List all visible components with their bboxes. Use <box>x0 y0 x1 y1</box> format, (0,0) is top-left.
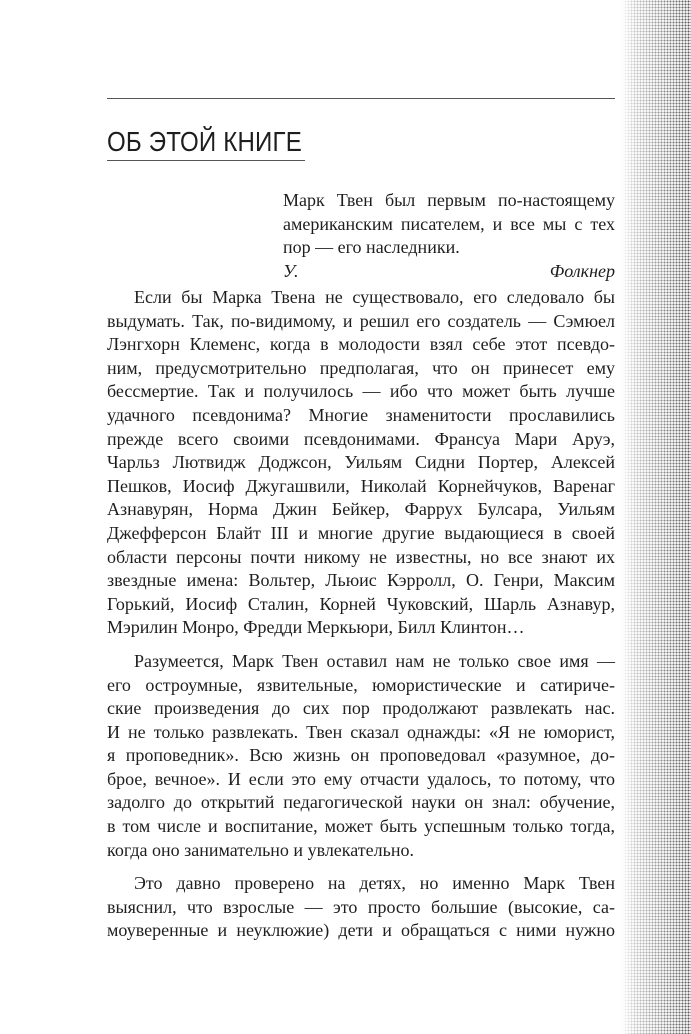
halftone-edge-pattern <box>621 0 691 1034</box>
epigraph <box>283 189 615 283</box>
text-line: ним, предусмотрительно предполагая, что он принесет ему <box>107 357 615 378</box>
text-line: звездные имена: Вольтер, Льюис Кэрролл, О. Генри, Максим <box>107 570 615 591</box>
text-line: Пешков, Иосиф Джугашвили, Николай Корнейчуков, Варенаг <box>107 475 615 496</box>
text-line: удачного псевдонима? Многие знаменитости прославились <box>107 404 615 425</box>
epigraph-line: американским писателем, и все мы с тех <box>283 213 615 234</box>
text-line: Лэнгхорн Клеменс, когда в молодости взял себе этот псевдо- <box>107 334 615 355</box>
chapter-heading: ОБ ЭТОЙ КНИГЕ <box>107 126 302 157</box>
epigraph-line: пор — его наследники. <box>283 237 460 258</box>
text-line: выдумать. Так, по-видимому, и решил его создатель — Сэмюел <box>107 310 615 331</box>
text-line: И не только развлекать. Твен сказал однажды: «Я не юморист, <box>107 721 615 742</box>
text-line: в том числе и воспитание, может быть успешным только тогда, <box>107 816 615 837</box>
top-divider <box>107 98 615 99</box>
body-text <box>107 286 615 953</box>
text-line: ские произведения до сих пор продолжают развлекать нас. <box>107 698 615 719</box>
text-line: бессмертие. Так и получилось — ибо что может быть лучше <box>107 381 615 402</box>
text-line: Если бы Марка Твена не существовало, его следовало бы <box>134 287 615 307</box>
paragraph-2 <box>107 650 615 862</box>
text-line: его остроумные, язвительные, юмористические и сатириче- <box>107 674 615 695</box>
text-line: Чарльз Лютвидж Доджсон, Уильям Сидни Портер, Алексей <box>107 452 615 473</box>
text-line: Это давно проверено на детях, но именно Марк Твен <box>134 873 615 894</box>
text-line: моуверенные и неуклюжие) дети и обращаться с ними нужно <box>107 920 615 941</box>
text-line: выяснил, что взрослые — это просто большие (высокие, са- <box>107 896 615 917</box>
text-line: брое, вечное». И если это ему отчасти удалось, то потому, что <box>107 768 615 789</box>
text-line: Джефферсон Блайт III и многие другие выдающиеся в своей <box>107 522 615 543</box>
paragraph-1 <box>107 286 615 640</box>
text-line: Мэрилин Монро, Фредди Меркьюри, Билл Клинтон… <box>107 617 525 638</box>
epigraph-line: Марк Твен был первым по-настоящему <box>283 190 615 210</box>
text-line: Разумеется, Марк Твен оставил нам не только свое имя — <box>134 650 615 671</box>
text-line: Азнавурян, Норма Джин Бейкер, Фаррух Булсара, Уильям <box>107 499 615 520</box>
text-line: Горький, Иосиф Сталин, Корней Чуковский, Шарль Азнавур, <box>107 593 615 614</box>
text-line: прежде всего своими псевдонимами. Франсуа Мари Аруэ, <box>107 428 615 449</box>
heading-underline <box>107 160 305 161</box>
text-line: я проповедник». Всю жизнь он проповедовал «разумное, до- <box>107 745 615 766</box>
paragraph-3 <box>107 872 615 943</box>
text-line: когда оно занимательно и увлекательно. <box>107 839 414 860</box>
text-line: области персоны почти никому не известны, но все знают их <box>107 546 615 567</box>
text-line: задолго до открытий педагогической науки он знал: обучение, <box>107 792 615 813</box>
epigraph-author: У. Фолкнер <box>283 260 615 281</box>
